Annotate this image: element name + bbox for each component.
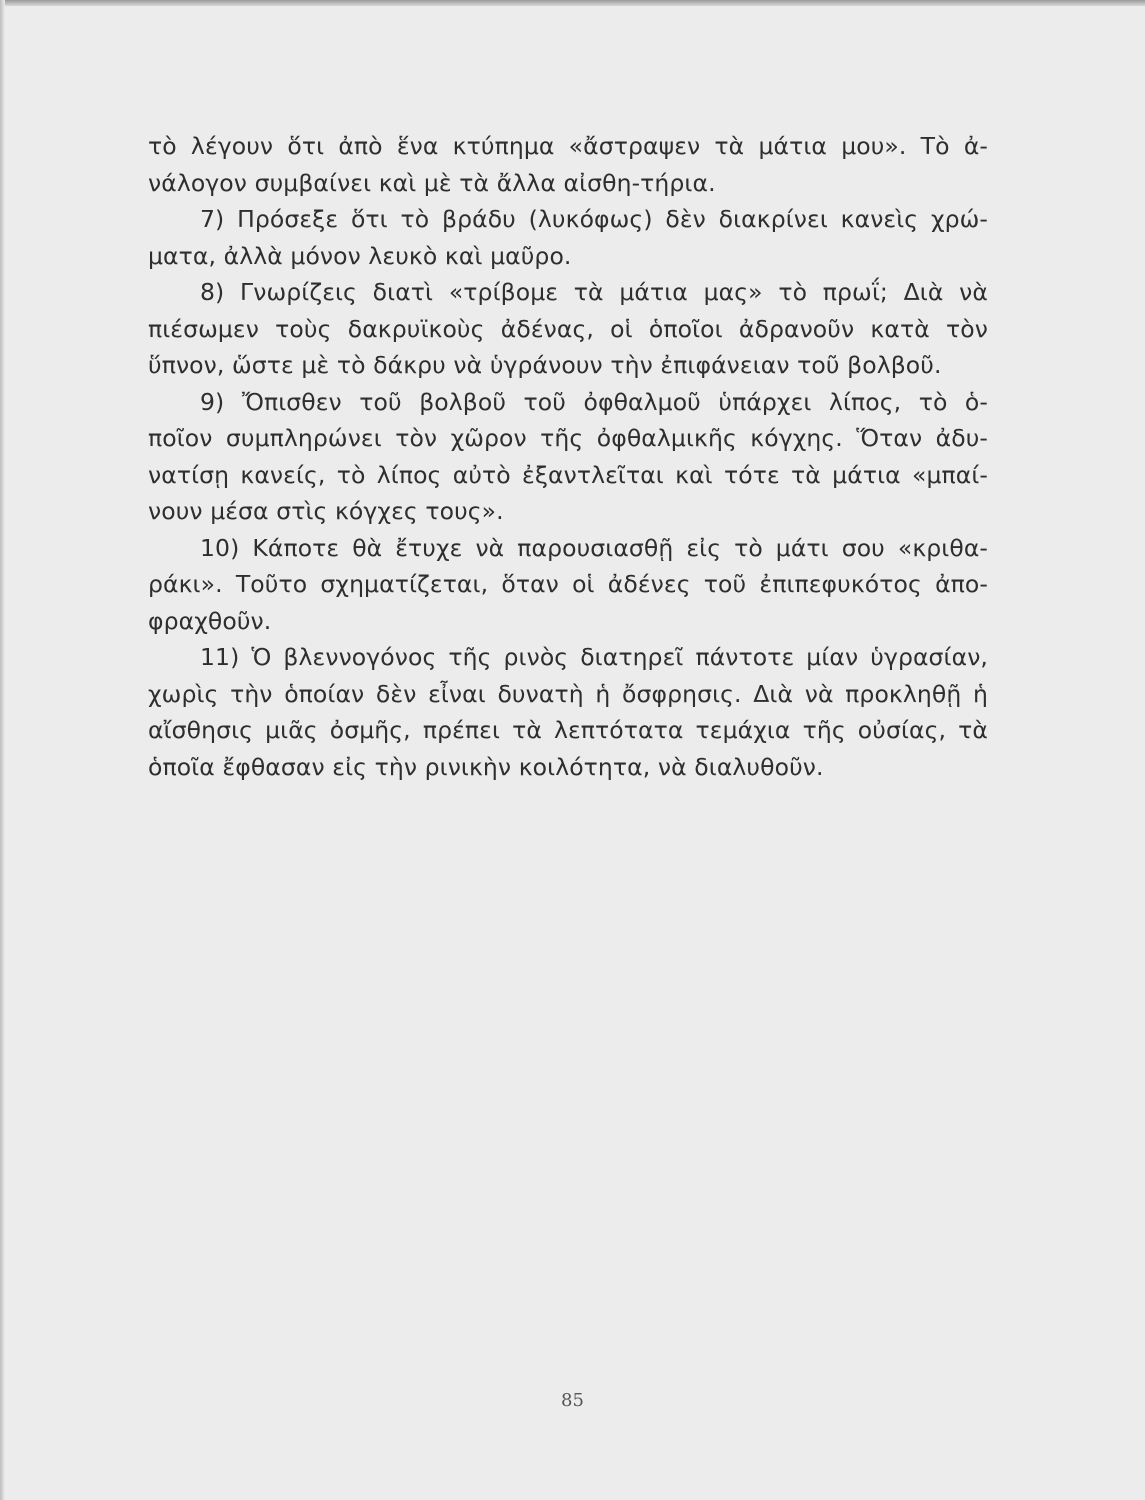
text-line-item-9: 9) Ὄπισθεν τοῦ βολβοῦ τοῦ ὀφθαλμοῦ ὑπάρχει λίπος, τὸ ὁ- [200,387,988,416]
text-line: ματα, ἀλλὰ μόνον λευκὸ καὶ μαῦρο. [148,241,572,270]
text-line: φραχθοῦν. [148,606,272,635]
text-line: πιέσωμεν τοὺς δακρυϊκοὺς ἀδένας, οἱ ὁποῖοι ἀδρανοῦν κατὰ τὸν [148,314,988,343]
text-line-item-11: 11) Ὁ βλεννογόνος τῆς ρινὸς διατηρεῖ πάντοτε μίαν ὑγρασίαν, [200,643,988,671]
text-line: ὕπνον, ὥστε μὲ τὸ δάκρυ νὰ ὑγράνουν τὴν ἐπιφάνειαν τοῦ βολβοῦ. [148,351,942,379]
text-line: χωρὶς τὴν ὁποίαν δὲν εἶναι δυνατὴ ἡ ὄσφρησις. Διὰ νὰ προκληθῇ ἡ [148,679,988,708]
text-line: ποῖον συμπληρώνει τὸν χῶρον τῆς ὀφθαλμικῆς κόγχης. Ὅταν ἀδυ- [148,424,988,452]
page-number: 85 [561,1390,584,1411]
scan-top-edge [0,0,1145,6]
text-line-item-8: 8) Γνωρίζεις διατὶ «τρίβομε τὰ μάτια μας» τὸ πρωΐ; Διὰ νὰ [200,278,988,306]
page-body-text [148,128,988,785]
text-line: νουν μέσα στὶς κόγχες τους». [148,497,504,525]
text-line: ράκι». Τοῦτο σχηματίζεται, ὅταν οἱ ἀδένες τοῦ ἐπιπεφυκότος ἀπο- [148,570,988,598]
text-line: αἴσθησις μιᾶς ὀσμῆς, πρέπει τὰ λεπτότατα τεμάχια τῆς οὐσίας, τὰ [148,716,988,744]
text-line: νάλογον συμβαίνει καὶ μὲ τὰ ἄλλα αἰσθη-τήρια. [148,168,716,197]
scan-left-edge [0,0,5,1500]
text-line: νατίσῃ κανείς, τὸ λίπος αὐτὸ ἐξαντλεῖται καὶ τότε τὰ μάτια «μπαί- [148,460,988,489]
text-line-item-10: 10) Κάποτε θὰ ἔτυχε νὰ παρουσιασθῇ εἰς τὸ μάτι σου «κριθα- [200,533,988,562]
text-line-item-7: 7) Πρόσεξε ὅτι τὸ βράδυ (λυκόφως) δὲν διακρίνει κανεὶς χρώ- [200,205,988,233]
text-line: ὁποῖα ἔφθασαν εἰς τὴν ρινικὴν κοιλότητα, νὰ διαλυθοῦν. [148,752,824,781]
text-line: τὸ λέγουν ὅτι ἀπὸ ἕνα κτύπημα «ἄστραψεν τὰ μάτια μου». Τὸ ἀ- [148,132,988,160]
